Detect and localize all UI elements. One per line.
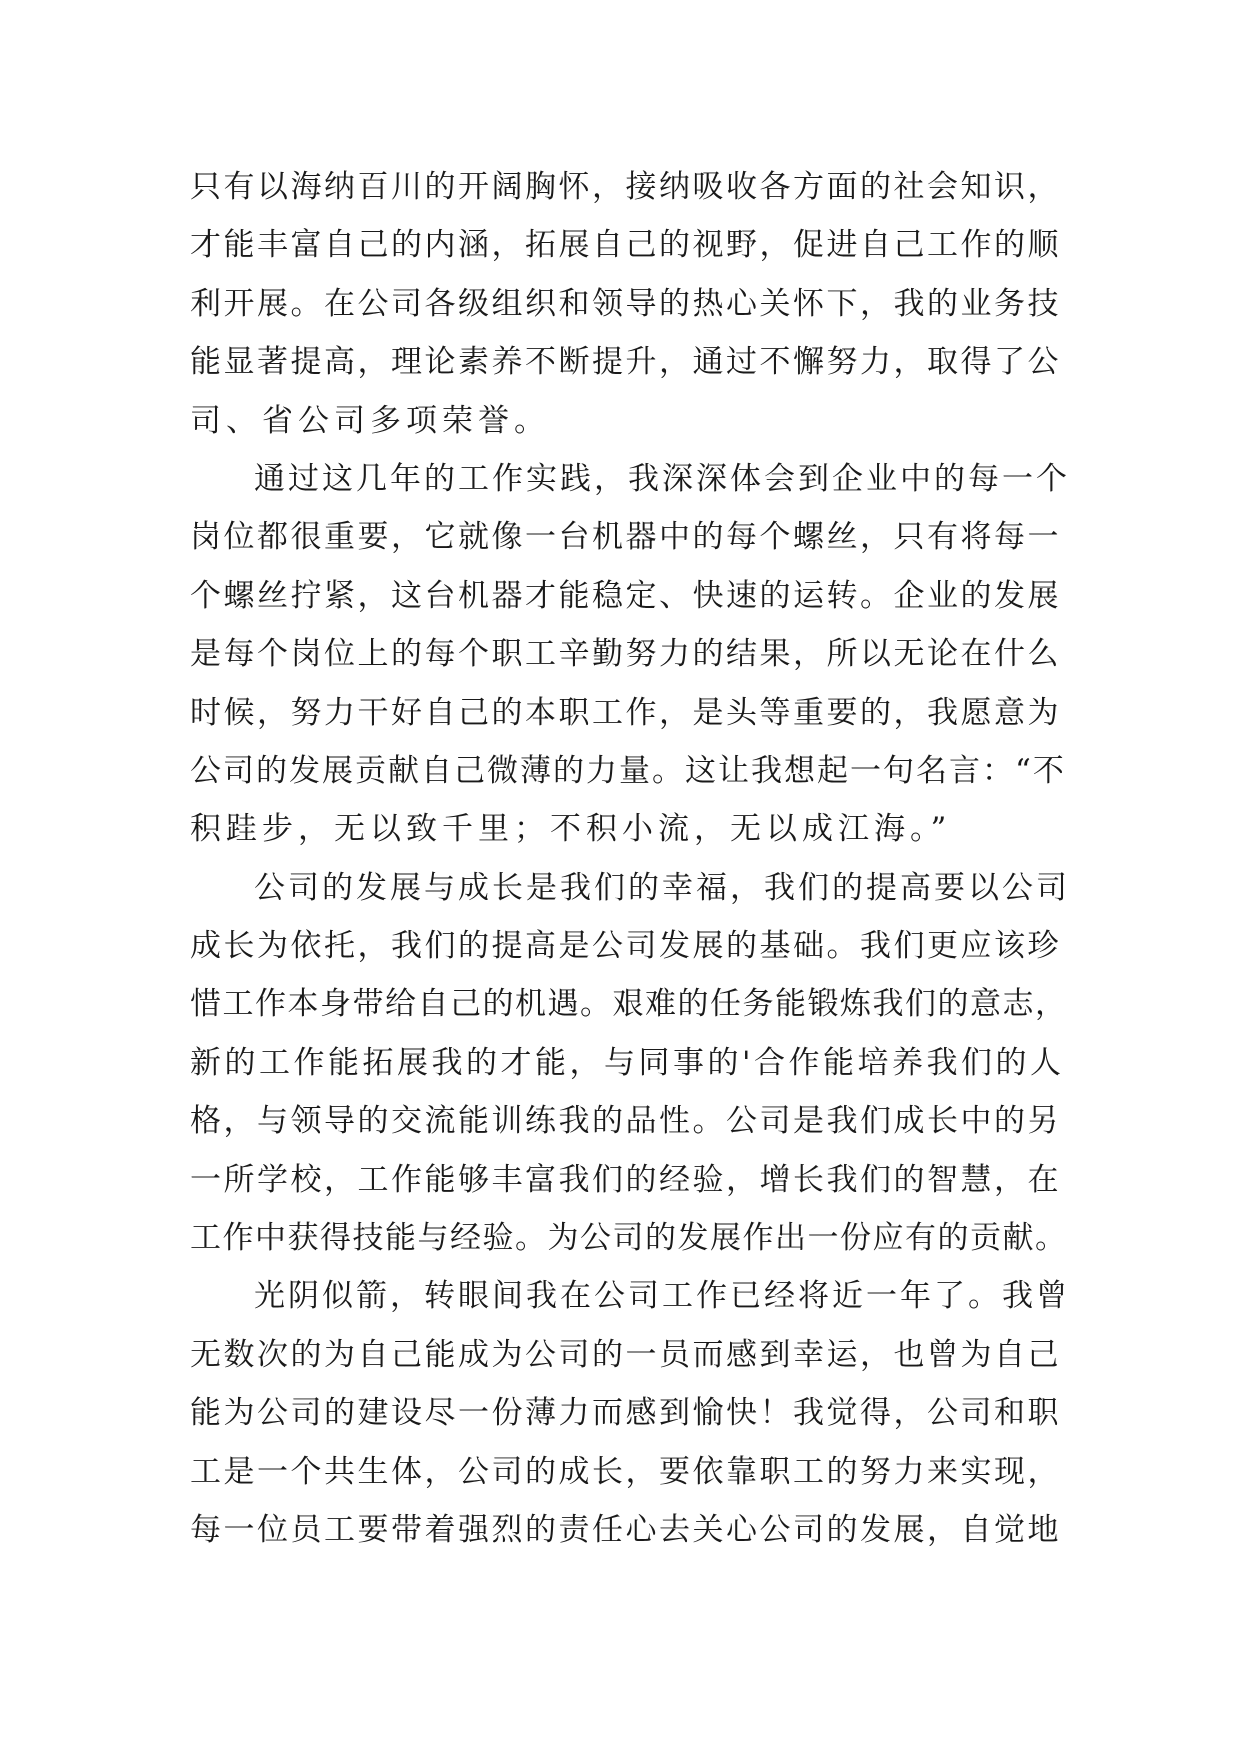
text-line: 成长为依托，我们的提高是公司发展的基础。我们更应该珍 bbox=[190, 928, 1061, 965]
text-line: 能为公司的建设尽一份薄力而感到愉快！我觉得，公司和职 bbox=[190, 1395, 1061, 1432]
text-line: 岗位都很重要，它就像一台机器中的每个螺丝，只有将每一 bbox=[190, 519, 1061, 556]
text-line: 利开展。在公司各级组织和领导的热心关怀下，我的业务技 bbox=[190, 285, 1061, 322]
text-line: 新的工作能拓展我的才能，与同事的'合作能培养我们的人 bbox=[190, 1044, 1065, 1081]
paragraph-4 bbox=[190, 1267, 1070, 1559]
text-line: 工作中获得技能与经验。为公司的发展作出一份应有的贡献。 bbox=[190, 1220, 1068, 1257]
text-line-first: 通过这几年的工作实践，我深深体会到企业中的每一个 bbox=[254, 460, 1070, 497]
text-line: 司、省公司多项荣誉。 bbox=[190, 402, 550, 439]
text-line: 工是一个共生体，公司的成长，要依靠职工的努力来实现， bbox=[190, 1453, 1061, 1490]
text-line-first: 公司的发展与成长是我们的幸福，我们的提高要以公司 bbox=[254, 869, 1070, 906]
text-line: 惜工作本身带给自己的机遇。艰难的任务能锻炼我们的意志， bbox=[190, 986, 1068, 1023]
text-line: 能显著提高，理论素养不断提升，通过不懈努力，取得了公 bbox=[190, 344, 1061, 381]
text-line: 格，与领导的交流能训练我的品性。公司是我们成长中的另 bbox=[190, 1103, 1061, 1140]
paragraph-2 bbox=[190, 450, 1070, 859]
document-body bbox=[190, 158, 1070, 1559]
text-line: 只有以海纳百川的开阔胸怀，接纳吸收各方面的社会知识， bbox=[190, 169, 1061, 205]
text-line: 一所学校，工作能够丰富我们的经验，增长我们的智慧，在 bbox=[190, 1161, 1061, 1198]
text-line: 时候，努力干好自己的本职工作，是头等重要的，我愿意为 bbox=[190, 694, 1061, 731]
text-line: 积跬步，无以致千里；不积小流，无以成江海。” bbox=[190, 811, 952, 848]
text-line: 公司的发展贡献自己微薄的力量。这让我想起一句名言：“不 bbox=[190, 752, 1066, 789]
text-line: 个螺丝拧紧，这台机器才能稳定、快速的运转。企业的发展 bbox=[190, 577, 1061, 614]
text-line: 才能丰富自己的内涵，拓展自己的视野，促进自己工作的顺 bbox=[190, 227, 1061, 264]
paragraph-3 bbox=[190, 859, 1070, 1268]
text-line: 是每个岗位上的每个职工辛勤努力的结果，所以无论在什么 bbox=[190, 636, 1061, 673]
text-line: 无数次的为自己能成为公司的一员而感到幸运，也曾为自己 bbox=[190, 1336, 1061, 1373]
text-line-first: 光阴似箭，转眼间我在公司工作已经将近一年了。我曾 bbox=[254, 1278, 1070, 1315]
paragraph-1 bbox=[190, 158, 1070, 450]
text-line: 每一位员工要带着强烈的责任心去关心公司的发展，自觉地 bbox=[190, 1511, 1061, 1548]
